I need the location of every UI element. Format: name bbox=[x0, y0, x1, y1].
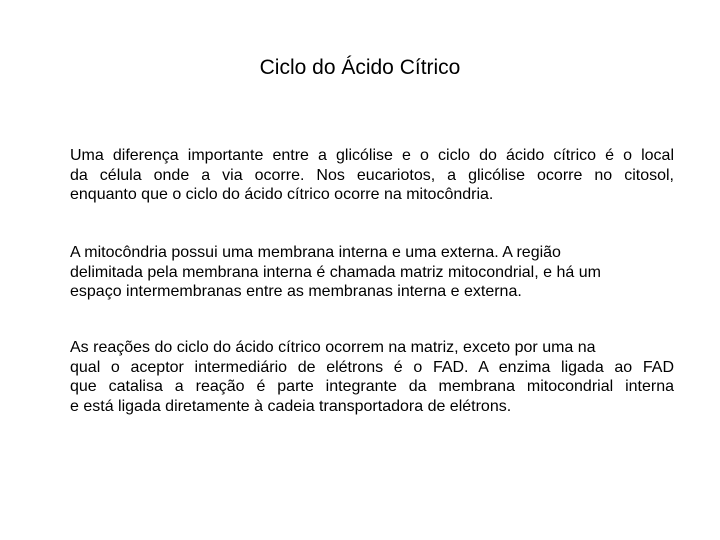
text-line: e está ligada diretamente à cadeia transportadora de elétrons. bbox=[70, 397, 512, 415]
text-line: espaço intermembranas entre as membranas interna e externa. bbox=[70, 283, 522, 300]
text-line: que catalisa a reação é parte integrante da membrana mitocondrial interna bbox=[70, 378, 674, 395]
text-line: enquanto que o ciclo do ácido cítrico ocorre na mitocôndria. bbox=[70, 186, 494, 203]
text-line: Uma diferença importante entre a glicólise e o ciclo do ácido cítrico é o local bbox=[70, 147, 674, 164]
text-line: A mitocôndria possui uma membrana interna e uma externa. A região bbox=[70, 244, 561, 261]
text-line: da célula onde a via ocorre. Nos eucariotos, a glicólise ocorre no citosol, bbox=[70, 166, 674, 184]
slide-title: Ciclo do Ácido Cítrico bbox=[259, 56, 461, 79]
paragraph-glycolysis-vs-cycle bbox=[70, 146, 674, 205]
text-line: delimitada pela membrana interna é chamada matriz mitocondrial, e há um bbox=[70, 263, 601, 281]
paragraph-mitochondria-membranes bbox=[70, 243, 674, 302]
text-line: qual o aceptor intermediário de elétrons é o FAD. A enzima ligada ao FAD bbox=[70, 358, 674, 376]
text-line: As reações do ciclo do ácido cítrico ocorrem na matriz, exceto por uma na bbox=[70, 339, 596, 356]
paragraph-reactions-location bbox=[70, 338, 674, 416]
